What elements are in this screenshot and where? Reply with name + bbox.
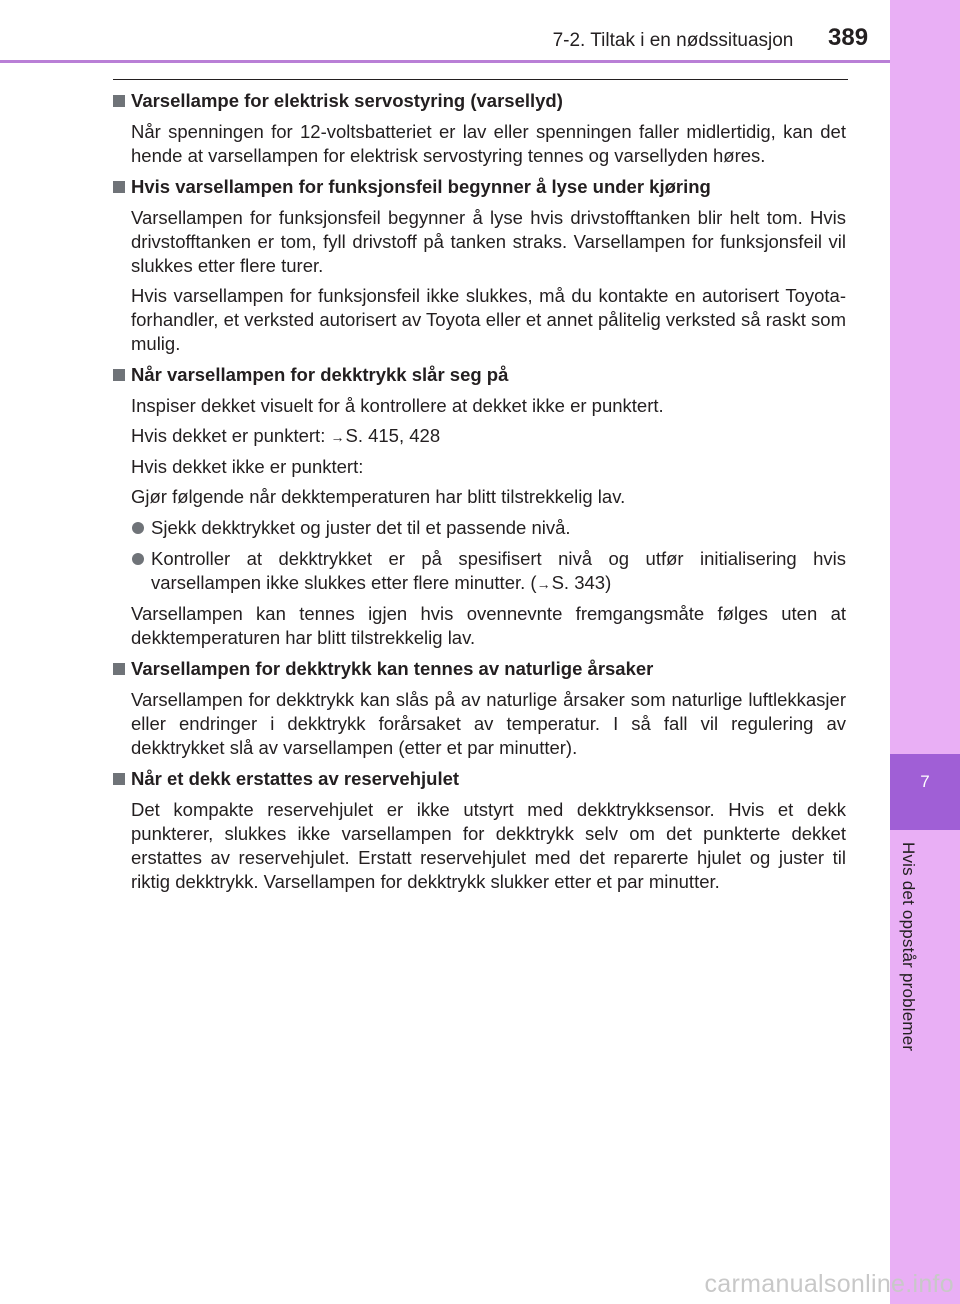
chapter-side-tab [890,0,960,1304]
paragraph: Det kompakte reservehjulet er ikke utstyrt med dekktrykksensor. Hvis et dekk punkterer, slukkes ikke varsellampen for dekktrykk selv om det punkterte dekket erstattes av reservehjulet. Erstatt reservehjulet med det reparerte hjulet og juster til riktig dekktrykk. Varsellampen for dekktrykk slukker etter et par minutter. [131,799,846,892]
square-bullet-icon [113,663,125,675]
chapter-number: 7 [920,772,930,791]
section-heading [113,88,846,114]
list-item-text: Sjekk dekktrykket og juster det til et passende nivå. [151,517,571,538]
list-item [131,547,846,596]
section-heading-text: Hvis varsellampen for funksjonsfeil begynner å lyse under kjøring [131,176,711,197]
round-bullet-icon [132,553,144,565]
square-bullet-icon [113,95,125,107]
paragraph-text: Hvis dekket er punktert: [131,425,331,446]
page-reference-link[interactable]: S. 415, 428 [345,425,441,446]
header-rule [0,60,890,63]
paragraph: Hvis varsellampen for funksjonsfeil ikke slukkes, må du kontakte en autorisert Toyota-forhandler, et verksted autorisert av Toyota eller et annet pålitelig verksted så raskt som mulig. [131,285,846,354]
square-bullet-icon [113,181,125,193]
paragraph: Inspiser dekket visuelt for å kontrollere at dekket ikke er punktert. [131,395,664,416]
paragraph: Varsellampen for dekktrykk kan slås på av naturlige årsaker som naturlige luftlekkasjer eller endringer i dekktrykk forårsaket av temperatur. I så fall vil regulering av dekktrykket slå av varsellampen (etter et par minutter). [131,689,846,758]
round-bullet-icon [132,522,144,534]
paragraph: Varsellampen kan tennes igjen hvis ovennevnte fremgangsmåte følges uten at dekktemperaturen har blitt tilstrekkelig lav. [131,603,846,648]
paragraph: Varsellampen for funksjonsfeil begynner å lyse hvis drivstofftanken blir helt tom. Hvis drivstofftanken er tom, fyll drivstoff på tanken straks. Varsellampen for funksjonsfeil vil slukkes etter flere turer. [131,207,846,276]
paragraph: Når spenningen for 12-voltsbatteriet er lav eller spenningen faller midlertidig, kan det hende at varsellampen for elektrisk servostyring tennes og varsellyden høres. [131,121,846,166]
arrow-right-icon: → [536,576,551,592]
list-item [131,516,846,540]
section-heading [113,174,846,200]
section-heading [113,766,846,792]
content-top-rule [113,79,848,80]
arrow-right-icon: → [330,429,345,445]
square-bullet-icon [113,369,125,381]
header-section-title: 7-2. Tiltak i en nødssituasjon [552,30,794,51]
paragraph [131,424,846,449]
chapter-title: Hvis det oppstår problemer [899,842,918,1052]
section-heading-text: Varsellampe for elektrisk servostyring (varsellyd) [131,90,563,111]
page-reference-link[interactable]: S. 343) [551,572,612,593]
section-heading [113,656,846,682]
section-heading [113,362,846,388]
paragraph: Hvis dekket ikke er punktert: [131,456,364,477]
section-heading-text: Varsellampen for dekktrykk kan tennes av naturlige årsaker [131,658,654,679]
section-heading-text: Når et dekk erstattes av reservehjulet [131,768,460,789]
watermark: carmanualsonline.info [704,1270,954,1298]
paragraph: Gjør følgende når dekktemperaturen har blitt tilstrekkelig lav. [131,486,626,507]
list-item-text: Kontroller at dekktrykket er på spesifisert nivå og utfør initialisering hvis varsellampen ikke slukkes etter flere minutter. ( [151,548,846,593]
chapter-number-block [890,754,960,830]
page-number: 389 [828,24,869,51]
square-bullet-icon [113,773,125,785]
page-content [113,88,846,894]
section-heading-text: Når varsellampen for dekktrykk slår seg på [131,364,509,385]
